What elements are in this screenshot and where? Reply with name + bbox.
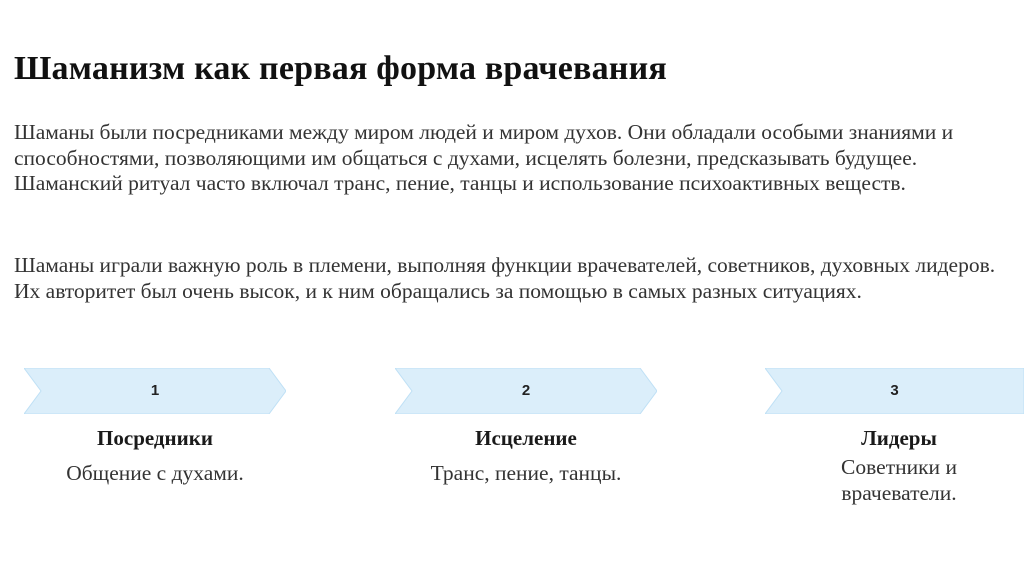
step-title: Исцеление [475,426,577,450]
step-description: Транс, пение, танцы. [430,461,622,485]
step-number: 2 [521,382,531,399]
step-number: 3 [890,382,899,399]
step-chevron-2 [395,368,657,414]
slide-title: Шаманизм как первая форма врачевания [14,50,667,87]
step-card-3 [804,425,994,506]
step-title: Лидеры [861,426,937,450]
step-chevron-3 [765,368,1024,414]
paragraph-role: Шаманы играли важную роль в племени, выполняя функции врачевателей, советников, духовных лидеров. Их авторитет был очень высок, и к ним обращались за помощью в самых разных ситуациях. [14,253,996,303]
step-number: 1 [150,382,160,399]
step-description: Советники и врачеватели. [841,455,957,505]
step-title: Посредники [97,426,213,450]
step-card-1 [24,425,286,486]
paragraph-intro: Шаманы были посредниками между миром людей и миром духов. Они обладали особыми знаниями и способностями, позволяющими им общаться с духами, исцелять болезни, предсказывать будущее. Шаманский ритуал часто включал транс, пение, танцы и использование психоактивных веществ. [14,120,954,195]
step-description: Общение с духами. [66,461,244,485]
step-chevron-1 [24,368,286,414]
step-card-2 [395,425,657,486]
